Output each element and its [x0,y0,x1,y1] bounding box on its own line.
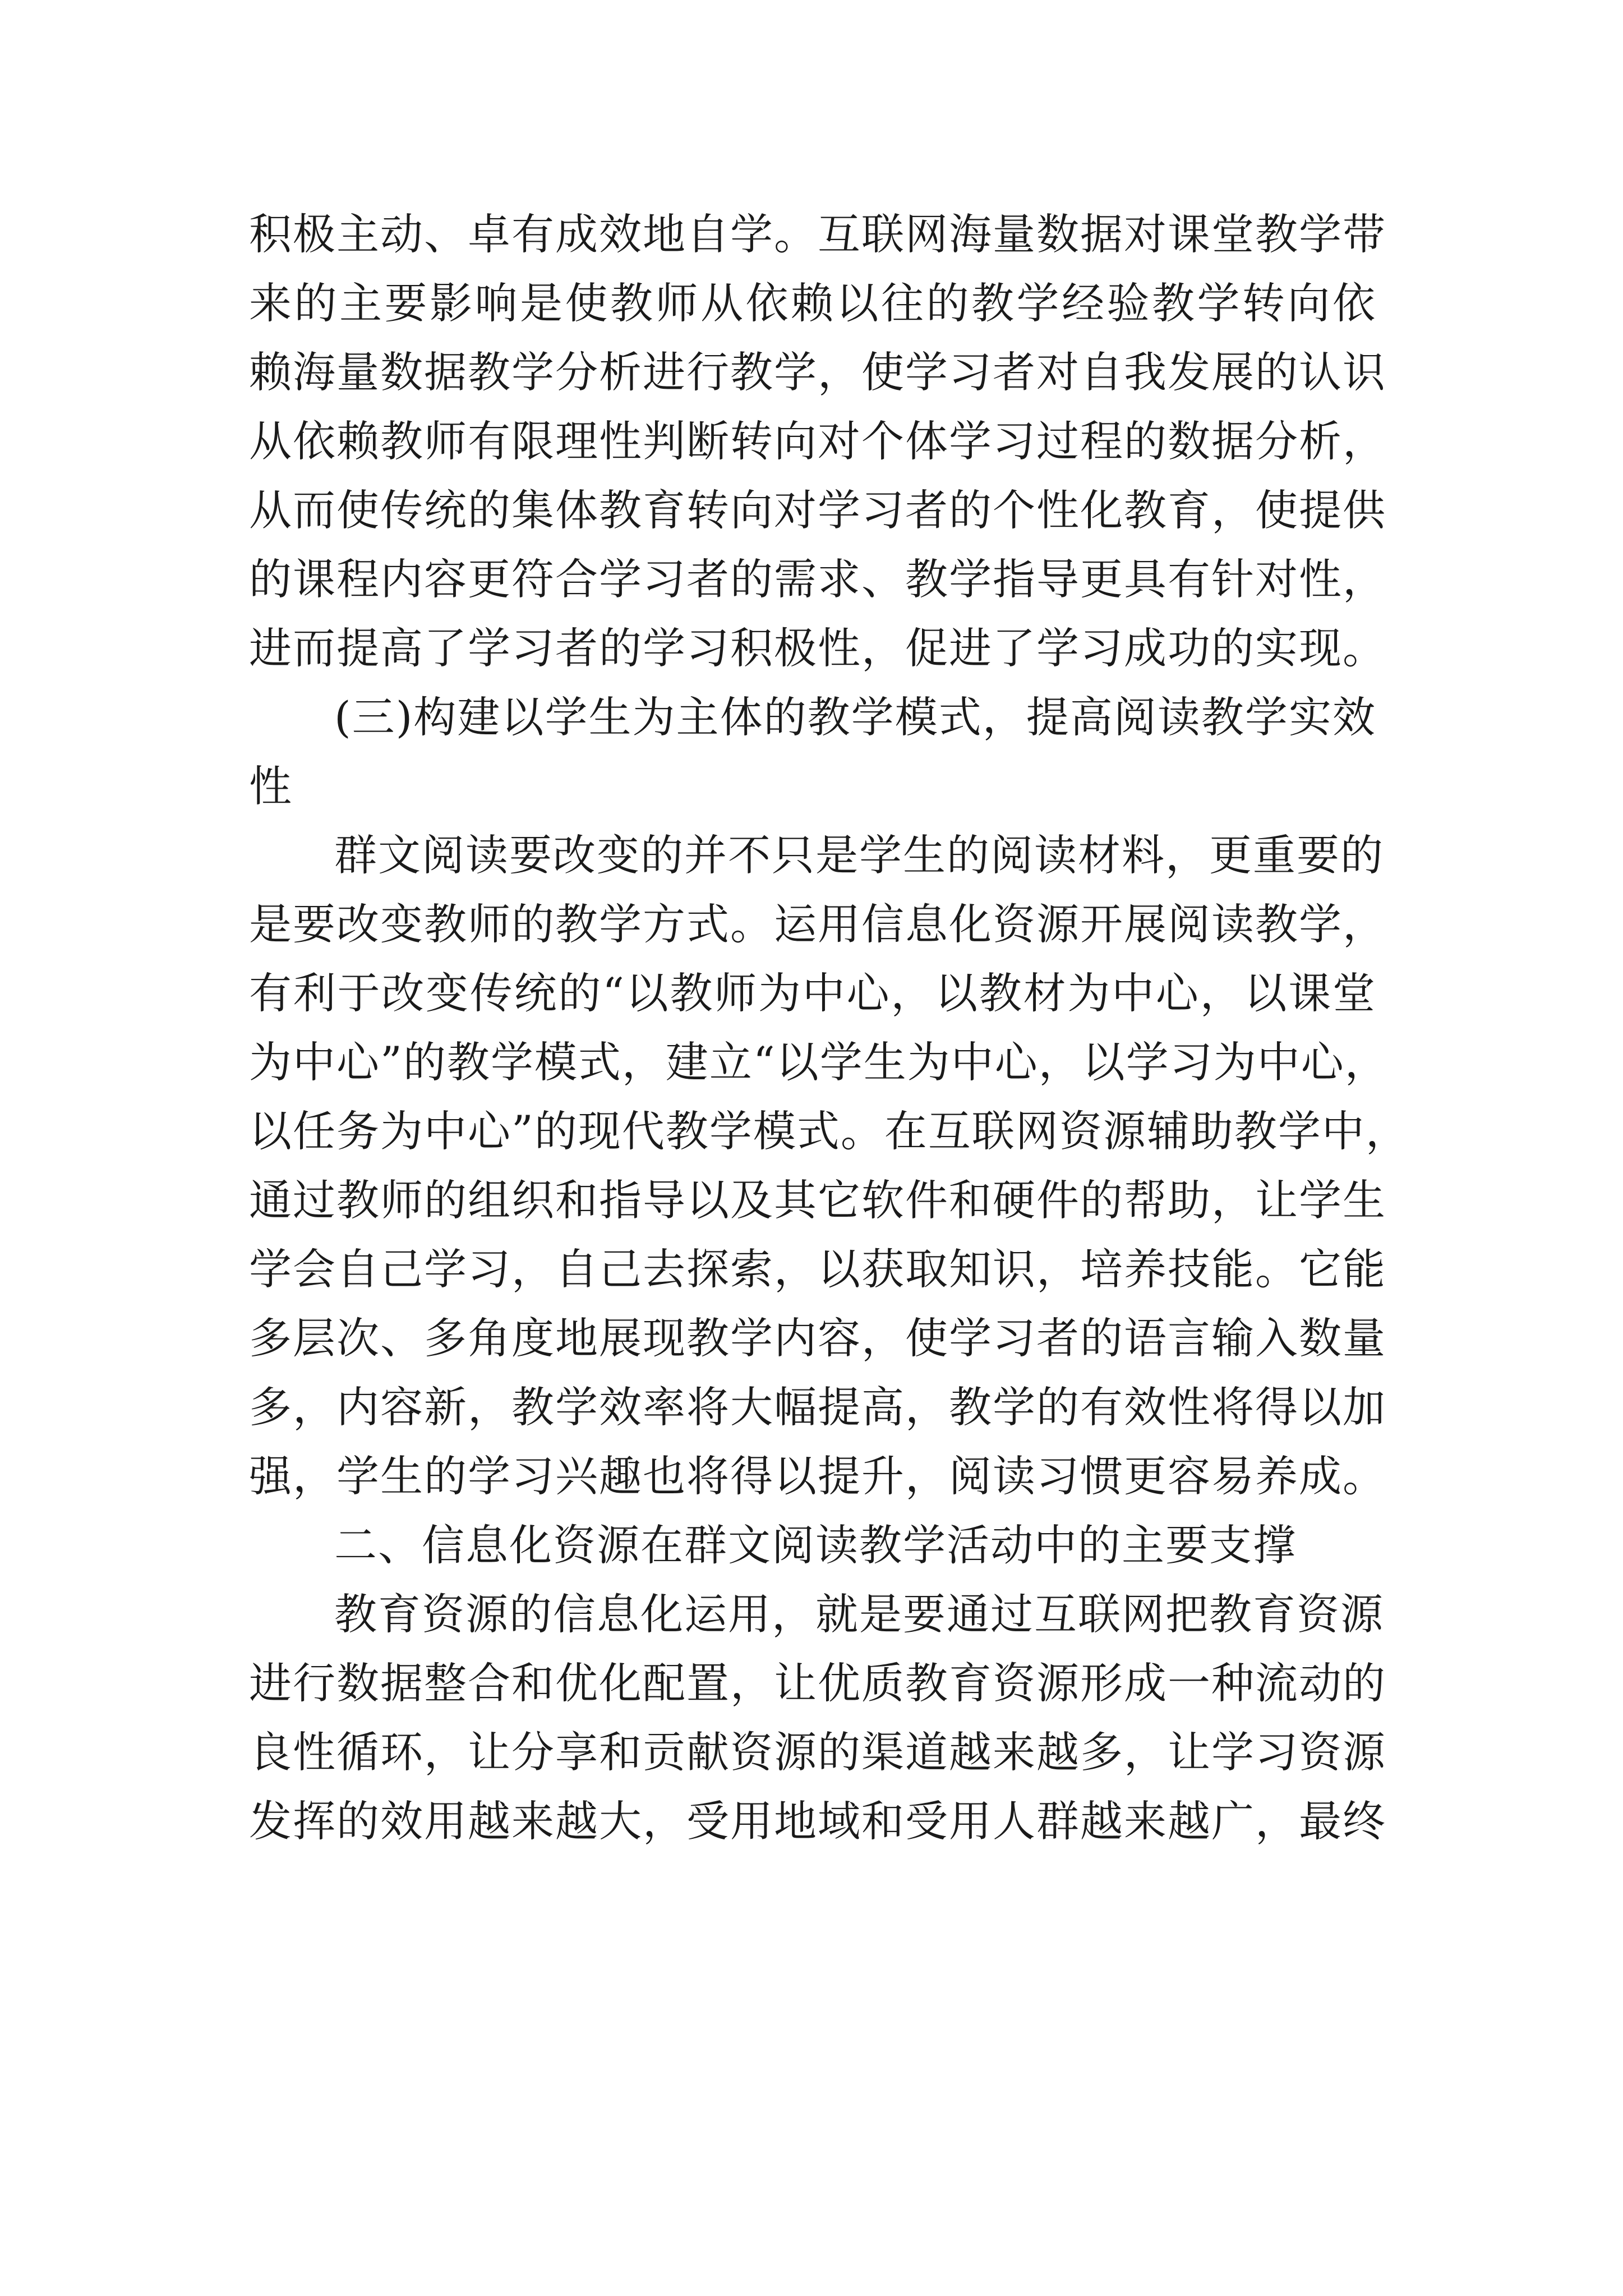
paragraph-line: 进行数据整合和优化配置，让优质教育资源形成一种流动的 [249,1658,1386,1708]
paragraph-line: 是要改变教师的教学方式。运用信息化资源开展阅读教学， [249,899,1386,949]
paragraph-line: 以任务为中心”的现代教学模式。在互联网资源辅助教学中， [249,1106,1409,1156]
section-heading-continuation: 性 [249,761,293,811]
paragraph-line: 为中心”的教学模式，建立“以学生为中心，以学习为中心， [249,1037,1389,1087]
paragraph-line: 发挥的效用越来越大，受用地域和受用人群越来越广，最终 [249,1796,1386,1846]
paragraph-line: 教育资源的信息化运用，就是要通过互联网把教育资源 [334,1589,1384,1639]
paragraph-line: 群文阅读要改变的并不只是学生的阅读材料，更重要的 [334,830,1384,880]
paragraph-line: 通过教师的组织和指导以及其它软件和硬件的帮助，让学生 [249,1175,1386,1225]
paragraph-line: 积极主动、卓有成效地自学。互联网海量数据对课堂教学带 [249,209,1386,259]
paragraph-line: 赖海量数据教学分析进行教学，使学习者对自我发展的认识 [249,347,1386,397]
paragraph-line: 良性循环，让分享和贡献资源的渠道越来越多，让学习资源 [249,1727,1386,1777]
paragraph-line: 多，内容新，教学效率将大幅提高，教学的有效性将得以加 [249,1382,1386,1432]
paragraph-line: 多层次、多角度地展现教学内容，使学习者的语言输入数量 [249,1313,1386,1363]
paragraph-line: 从而使传统的集体教育转向对学习者的个性化教育，使提供 [249,485,1386,535]
section-heading: 二、信息化资源在群文阅读教学活动中的主要支撑 [334,1520,1297,1570]
paragraph-line: 强，学生的学习兴趣也将得以提升，阅读习惯更容易养成。 [249,1451,1386,1501]
paragraph-line: 来的主要影响是使教师从依赖以往的教学经验教学转向依 [249,278,1376,328]
paragraph-line: 从依赖教师有限理性判断转向对个体学习过程的数据分析， [249,416,1386,466]
paragraph-line: 有利于改变传统的“以教师为中心，以教材为中心，以课堂 [249,968,1376,1018]
body-text [249,200,1409,1856]
section-heading: (三)构建以学生为主体的教学模式，提高阅读教学实效 [334,692,1376,742]
paragraph-line: 进而提高了学习者的学习积极性，促进了学习成功的实现。 [249,623,1386,673]
paragraph-line: 的课程内容更符合学习者的需求、教学指导更具有针对性， [249,554,1386,604]
paragraph-line: 学会自己学习，自己去探索，以获取知识，培养技能。它能 [249,1244,1386,1294]
